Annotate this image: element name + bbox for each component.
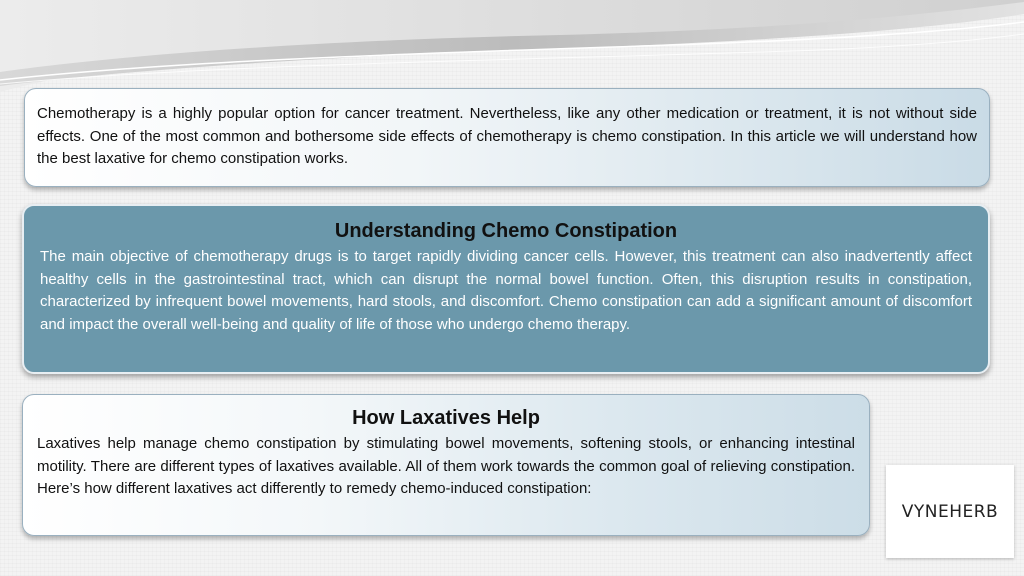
brand-logo-text: VYNEHERB bbox=[901, 501, 999, 522]
intro-box bbox=[24, 88, 990, 187]
laxatives-section bbox=[22, 394, 870, 536]
laxatives-paragraph: Laxatives help manage chemo constipation by stimulating bowel movements, softening stools, or enhancing intestinal motility. There are different types of laxatives available. All of them work towards the common goal of relieving constipation. Here’s how different laxatives act differently to remedy chemo-induced constipation: bbox=[37, 435, 855, 497]
understanding-heading: Understanding Chemo Constipation bbox=[334, 220, 678, 242]
intro-paragraph: Chemotherapy is a highly popular option for cancer treatment. Nevertheless, like any other medication or treatment, it is not without side effects. One of the most common and bothersome side effects of chemotherapy is chemo constipation. In this article we will understand how the best laxative for chemo constipation works. bbox=[37, 105, 977, 167]
brand-logo bbox=[886, 465, 1014, 558]
understanding-section bbox=[22, 204, 990, 374]
understanding-paragraph: The main objective of chemotherapy drugs is to target rapidly dividing cancer cells. However, this treatment can also inadvertently affect healthy cells in the gastrointestinal tract, which can disrupt the normal bowel function. Often, this disruption results in constipation, characterized by infrequent bowel movements, hard stools, and discomfort. Chemo constipation can add a significant amount of discomfort and impact the overall well-being and quality of life of those who undergo chemo therapy. bbox=[40, 248, 972, 333]
laxatives-heading: How Laxatives Help bbox=[352, 407, 540, 429]
